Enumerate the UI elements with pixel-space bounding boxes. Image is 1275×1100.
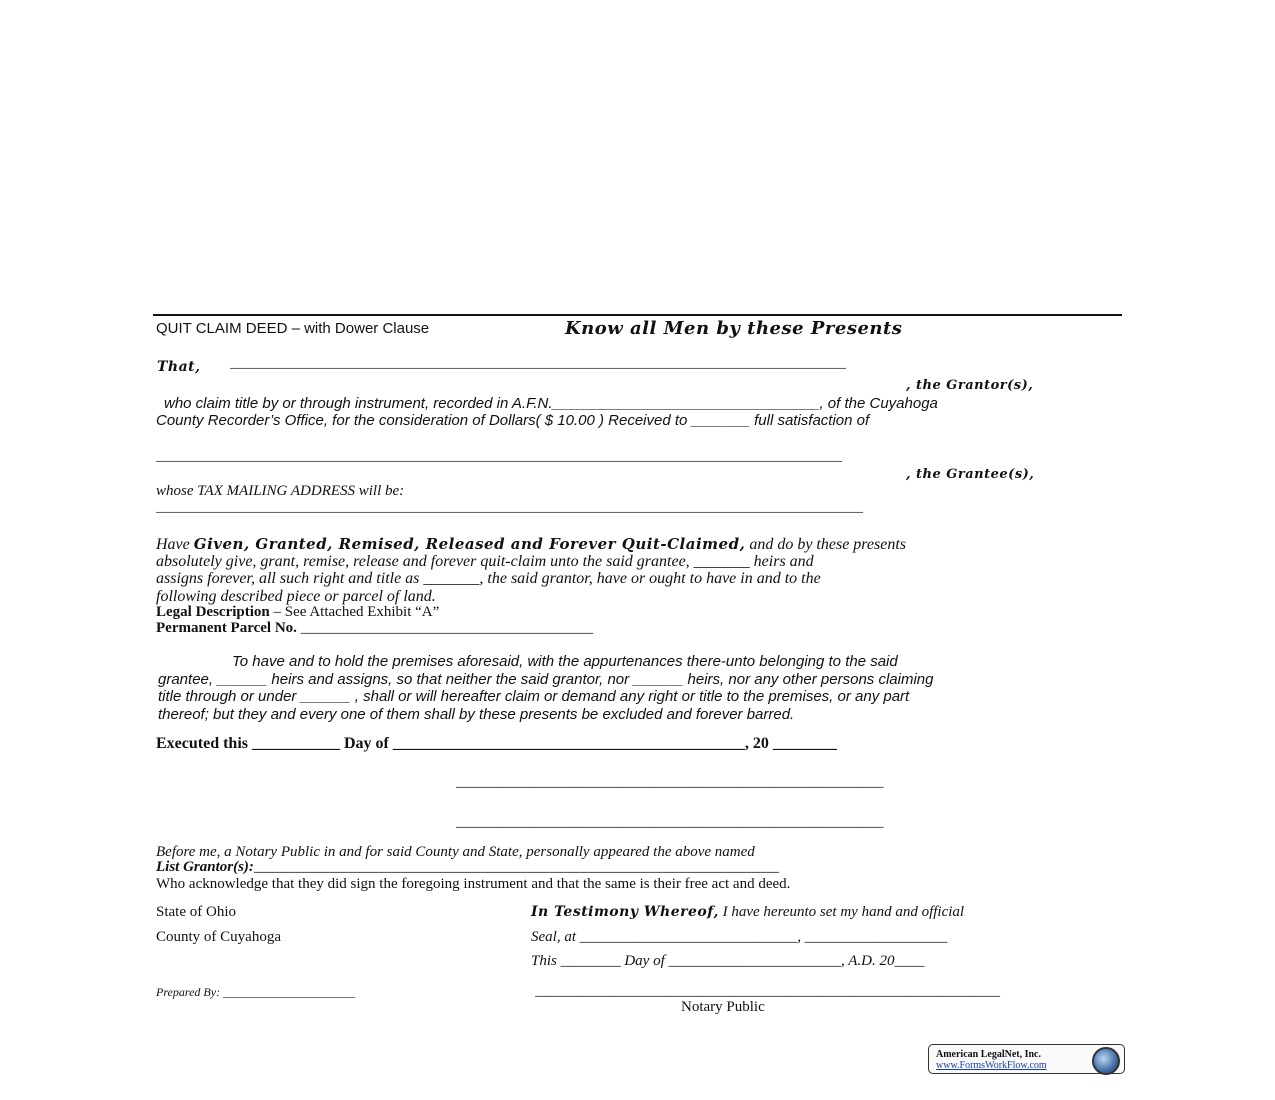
notary-before: Before me, a Notary Public in and for said County and State, personally appeared the above named [156,844,755,860]
permanent-parcel [156,620,593,637]
prepared-by: Prepared By: ______________________ [156,985,356,999]
habendum-line-2: grantee, ______ heirs and assigns, so that neither the said grantor, nor ______ heirs, nor any other persons claiming [158,671,934,688]
habendum-line-4: thereof; but they and every one of them shall by these presents be excluded and forever barred. [158,706,795,723]
habendum-line-3: title through or under ______ , shall or will hereafter claim or demand any right or title to the premises, or any part [158,688,910,705]
testimony-rest: I have hereunto set my hand and official [722,904,965,920]
list-grantors-blank: ______________________________________________________________________ [253,859,779,875]
notary-public-label: Notary Public [681,999,765,1015]
list-grantors-label: List Grantor(s): [156,859,254,875]
executed-line: Executed this ___________ Day of ____________________________________________, 20 ________ [156,735,837,752]
tax-address-label: whose TAX MAILING ADDRESS will be: [156,483,405,499]
granting-rest: and do by these presents [749,536,907,553]
legal-description-value: – See Attached Exhibit “A” [273,604,440,620]
grantor-name-blank: ________________________________________________________________________________________ [230,356,846,371]
legal-description [156,604,439,621]
tax-address-blank: _____________________________________________________________________________________________________ [156,500,863,515]
testimony-gothic: In Testimony Whereof, [531,904,719,920]
have-word: Have [156,536,190,553]
granting-line-1 [156,535,906,554]
habendum-line-1: To have and to hold the premises aforesaid, with the appurtenances there-unto belonging to the said [232,653,898,670]
signature-line-2: _________________________________________________________ [456,814,884,830]
that-label: That, [157,359,201,375]
document-title: Know all Men by these Presents [565,318,903,339]
granting-line-4: following described piece or parcel of land. [156,588,436,605]
globe-logo-icon [1092,1047,1120,1075]
grantor-label: , the Grantor(s), [906,378,1034,393]
grantee-name-blank: __________________________________________________________________________________________________ [156,449,842,464]
signature-line-1: _________________________________________________________ [456,774,884,790]
list-grantors [156,859,779,876]
notary-signature-line: ______________________________________________________________ [535,983,1000,999]
form-type: QUIT CLAIM DEED – with Dower Clause [156,320,430,337]
header-rule [153,314,1122,316]
state-label: State of Ohio [156,904,236,920]
acknowledgement: Who acknowledge that they did sign the foregoing instrument and that the same is their free act and deed. [156,876,791,892]
granting-gothic: Given, Granted, Remised, Released and Forever Quit-Claimed, [193,535,746,553]
grantee-label: , the Grantee(s), [906,467,1035,482]
publisher-name: American LegalNet, Inc. [936,1049,1041,1060]
parcel-blank: _______________________________________ [300,620,594,636]
seal-line: Seal, at _____________________________, ___________________ [531,929,948,945]
publisher-url[interactable]: www.FormsWorkFlow.com [936,1060,1047,1071]
claim-title-line: who claim title by or through instrument, recorded in A.F.N.________________________________, of the Cuyahoga [164,395,938,412]
county-label: County of Cuyahoga [156,929,281,945]
legal-description-label: Legal Description [156,604,270,620]
granting-line-3: assigns forever, all such right and title as _______, the said grantor, have or ought to have in and to the [156,570,821,587]
publisher-badge[interactable] [928,1044,1125,1074]
this-day-line: This ________ Day of _______________________, A.D. 20____ [531,953,925,969]
granting-line-2: absolutely give, grant, remise, release and forever quit-claim unto the said grantee, _______ heirs and [156,553,814,570]
recorder-line: County Recorder’s Office, for the consideration of Dollars( $ 10.00 ) Received to _______ full satisfaction of [156,412,870,429]
parcel-label: Permanent Parcel No. [156,620,297,636]
testimony-line [531,904,964,921]
